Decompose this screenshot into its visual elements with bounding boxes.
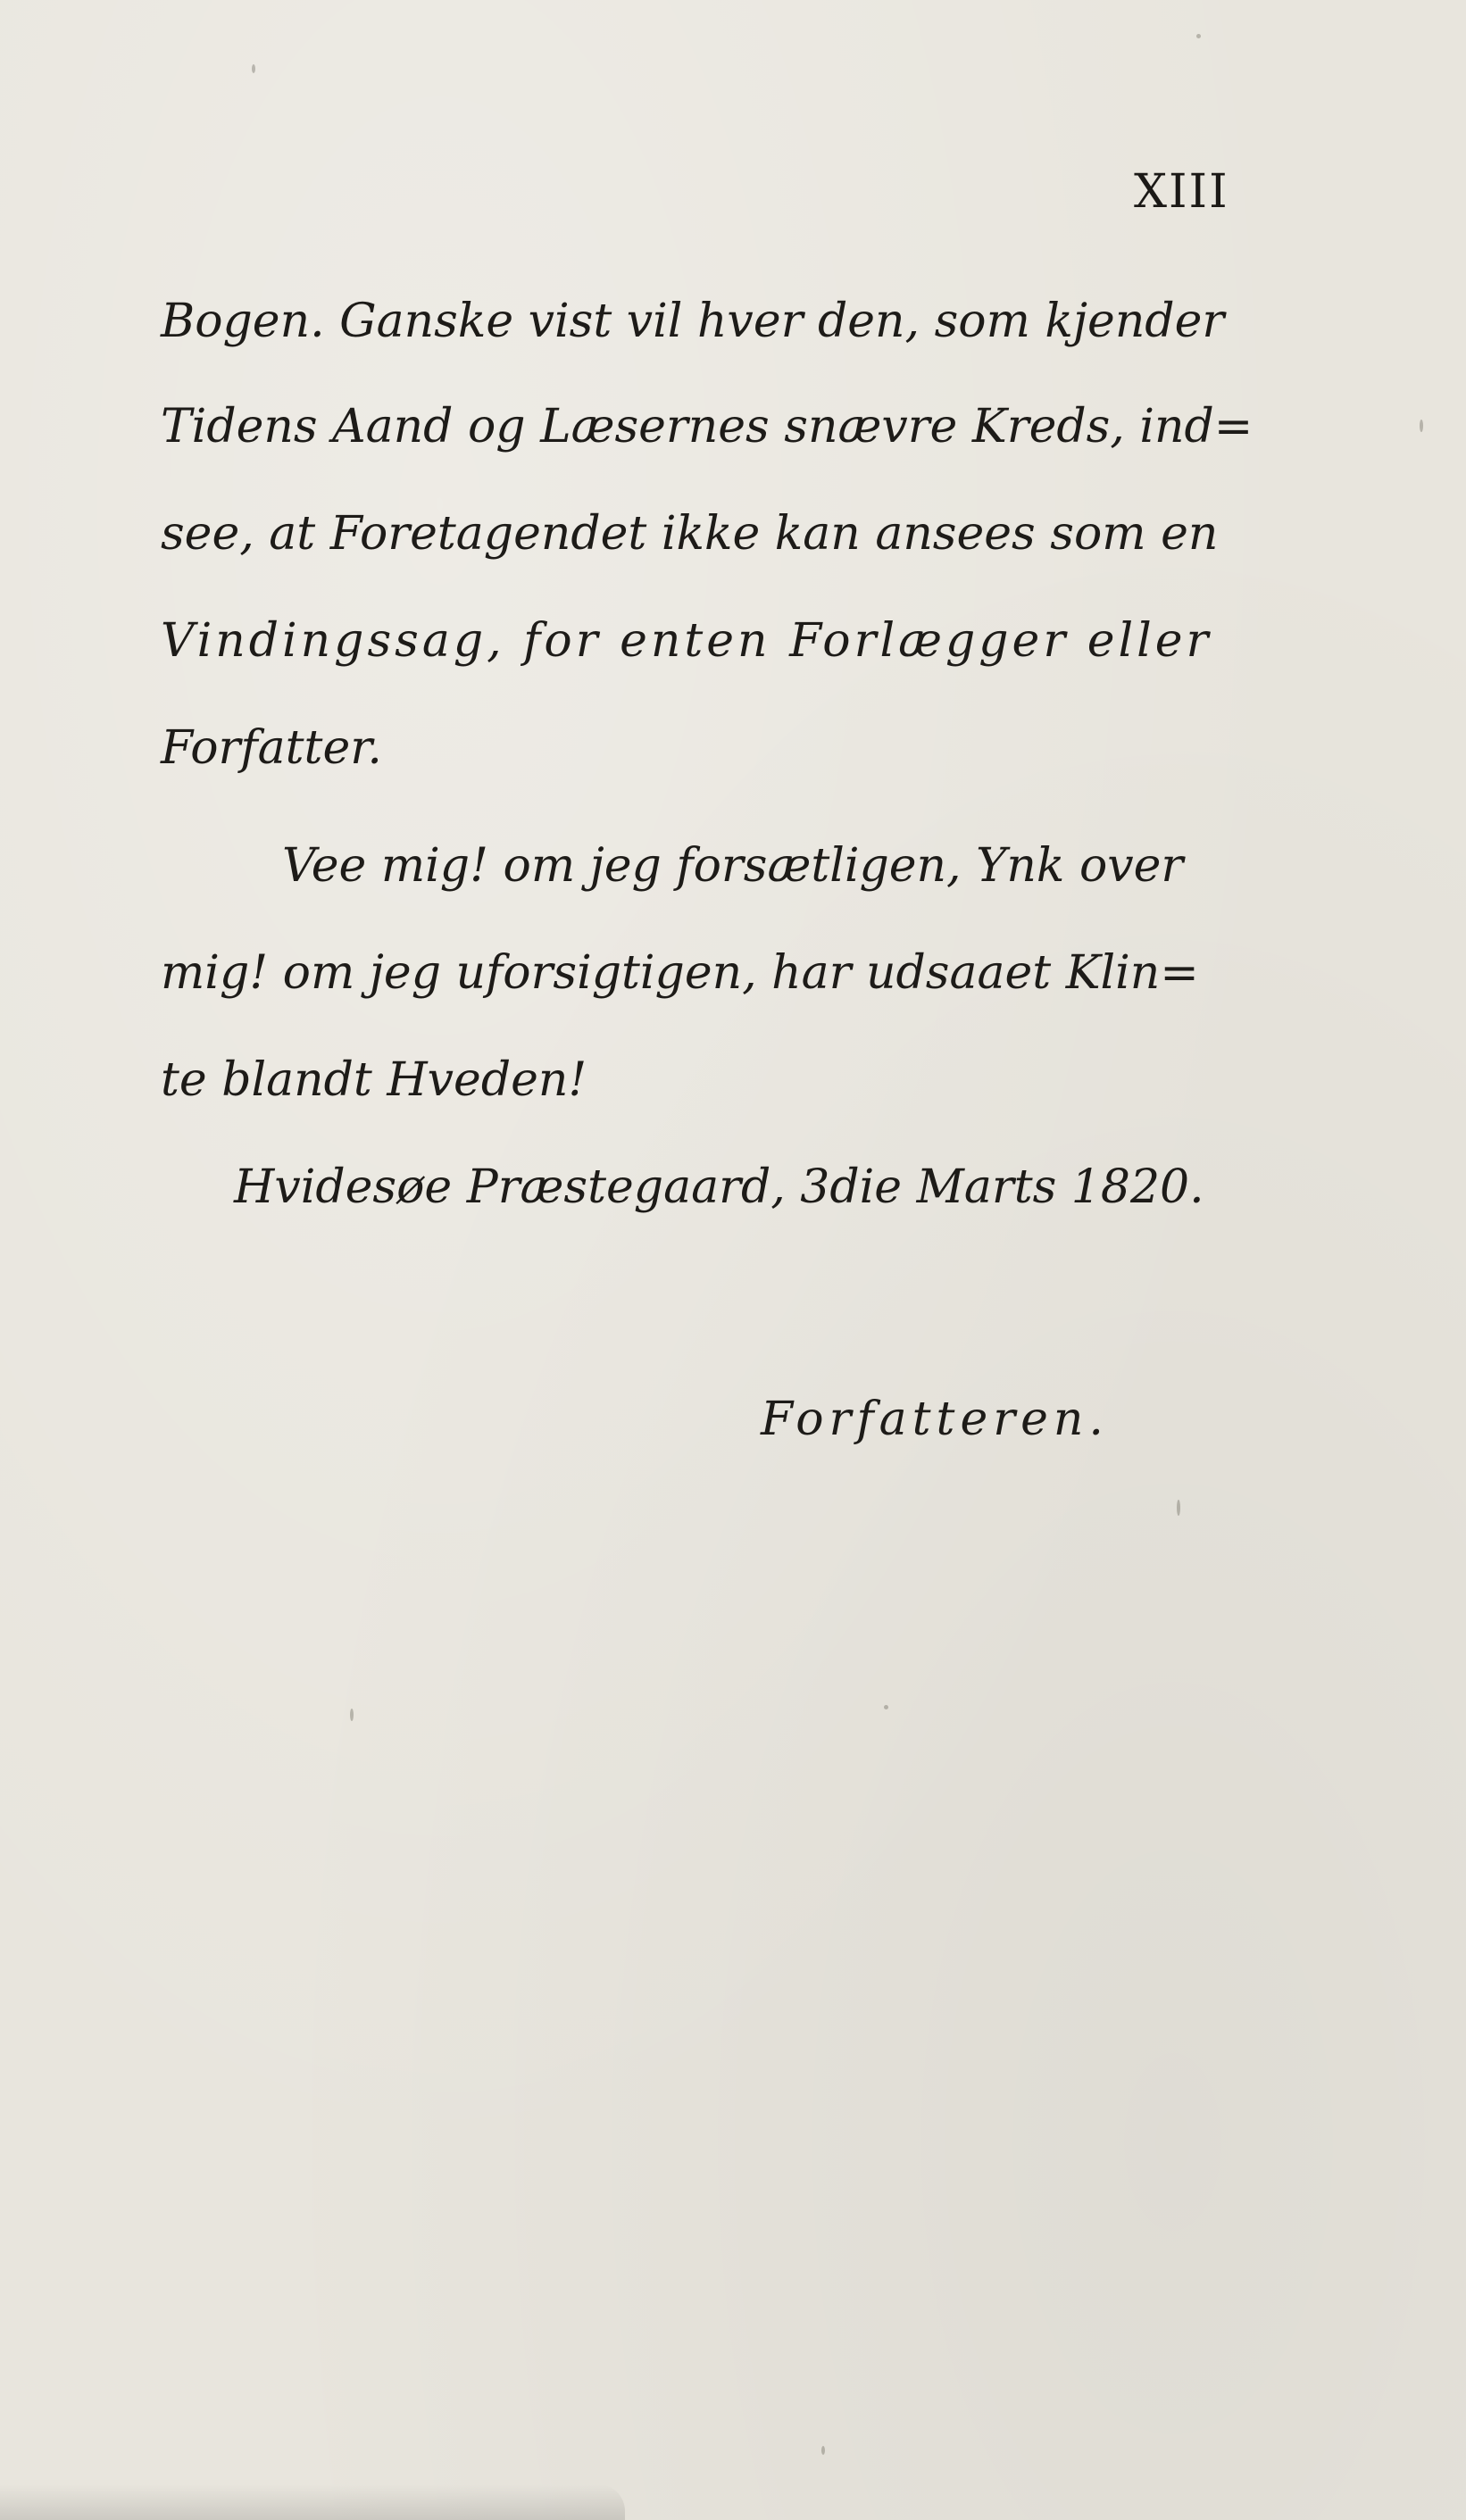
text-line-5: Forfatter. bbox=[161, 721, 382, 775]
paper-speck bbox=[350, 1709, 354, 1721]
paper-speck bbox=[252, 64, 255, 73]
page-number: XIII bbox=[1134, 165, 1229, 219]
paper-speck bbox=[1177, 1500, 1180, 1516]
text-line-8: te blandt Hveden! bbox=[161, 1053, 587, 1107]
paper-speck bbox=[884, 1705, 888, 1709]
paper-speck bbox=[821, 2446, 825, 2455]
signature-line: Forfatteren. bbox=[761, 1393, 1109, 1446]
text-line-7: mig! om jeg uforsigtigen, har udsaaet Klin= bbox=[161, 946, 1199, 1000]
text-line-6: Vee mig! om jeg forsætligen, Ynk over bbox=[282, 839, 1184, 893]
paper-speck bbox=[1196, 34, 1201, 38]
text-line-3: see, at Foretagendet ikke kan ansees som en bbox=[161, 507, 1219, 561]
text-line-4: Vindingssag, for enten Forlægger eller bbox=[161, 614, 1212, 668]
page-edge-shadow bbox=[0, 2484, 625, 2520]
text-line-2: Tidens Aand og Læsernes snævre Kreds, ind= bbox=[161, 400, 1254, 453]
place-date-line: Hvidesøe Præstegaard, 3die Marts 1820. bbox=[234, 1160, 1204, 1214]
text-line-1: Bogen. Ganske vist vil hver den, som kjender bbox=[161, 295, 1225, 348]
paper-speck bbox=[1420, 420, 1423, 432]
